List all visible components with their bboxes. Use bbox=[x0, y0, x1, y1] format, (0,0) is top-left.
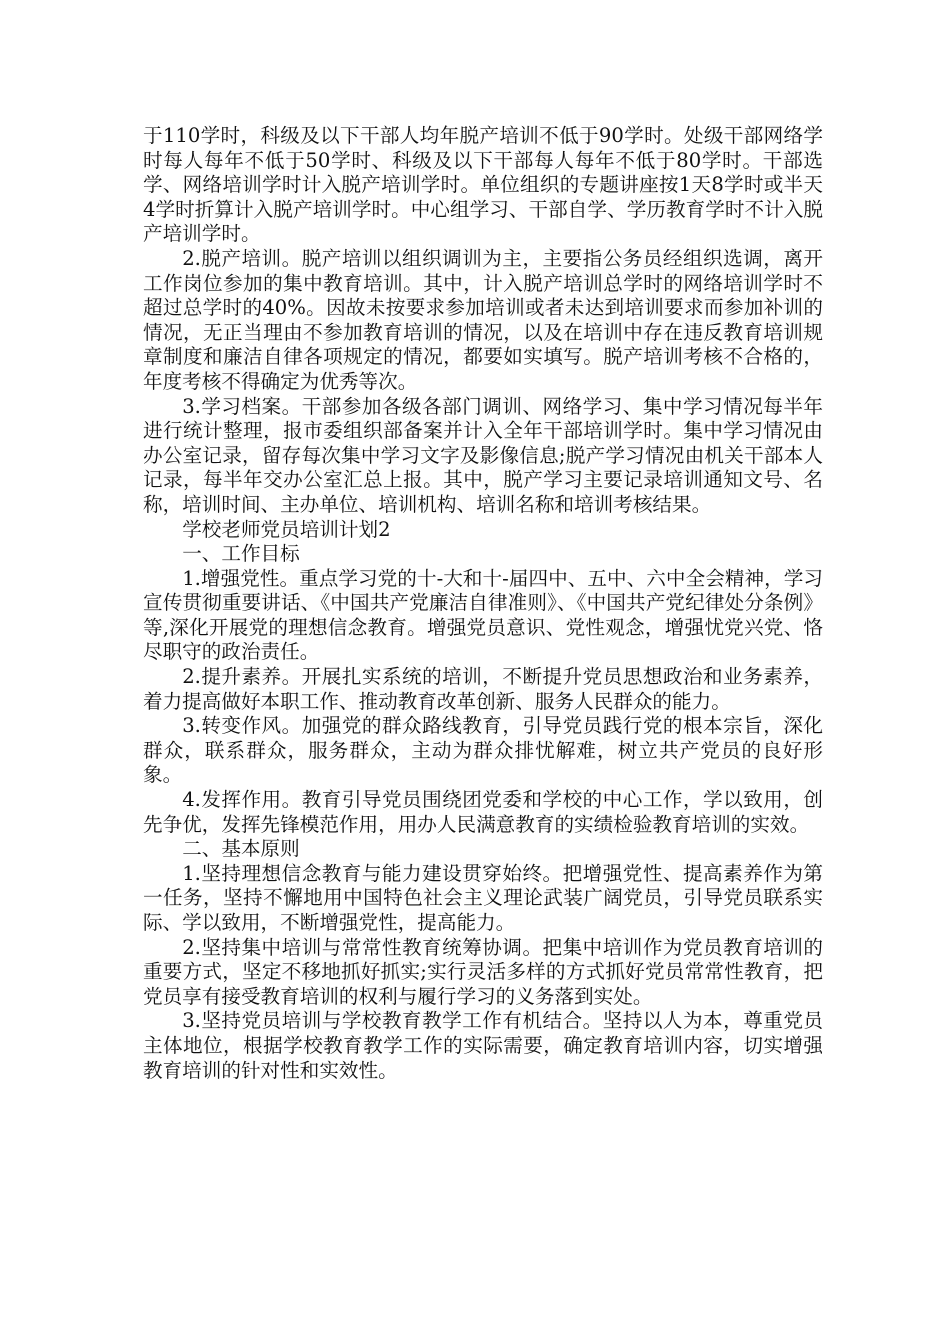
paragraph-principle-2: 2.坚持集中培训与常常性教育统筹协调。把集中培训作为党员教育培训的重要方式，坚定不移地抓好抓实;实行灵活多样的方式抓好党员常常性教育，把党员享有接受教育培训的权利与履行学习的义务落到实处。 bbox=[143, 935, 823, 1008]
paragraph-goal-2: 2.提升素养。开展扎实系统的培训，不断提升党员思想政治和业务素养，着力提高做好本职工作、推动教育改革创新、服务人民群众的能力。 bbox=[143, 665, 823, 713]
document-page bbox=[143, 124, 823, 1083]
heading-basic-principles: 二、基本原则 bbox=[182, 837, 300, 861]
paragraph-goal-3: 3.转变作风。加强党的群众路线教育，引导党员践行党的根本宗旨，深化群众，联系群众，服务群众，主动为群众排忧解难，树立共产党员的良好形象。 bbox=[143, 714, 823, 787]
paragraph-goal-4: 4.发挥作用。教育引导党员围绕团党委和学校的中心工作，学以致用，创先争优，发挥先锋模范作用，用办人民满意教育的实绩检验教育培训的实效。 bbox=[143, 788, 823, 836]
heading-work-goals: 一、工作目标 bbox=[182, 542, 300, 566]
paragraph-2: 2.脱产培训。脱产培训以组织调训为主，主要指公务员经组织选调，离开工作岗位参加的集中教育培训。其中，计入脱产培训总学时的网络培训学时不超过总学时的40%。因故未按要求参加培训或者未达到培训要求而参加补训的情况，无正当理由不参加教育培训的情况，以及在培训中存在违反教育培训规章制度和廉洁自律各项规定的情况，都要如实填写。脱产培训考核不合格的，年度考核不得确定为优秀等次。 bbox=[143, 246, 823, 393]
paragraph-goal-1: 1.增强党性。重点学习党的十-大和十-届四中、五中、六中全会精神，学习宣传贯彻重要讲话、《中国共产党廉洁自律准则》、《中国共产党纪律处分条例》等,深化开展党的理想信念教育。增强党员意识、党性观念，增强忧党兴党、恪尽职守的政治责任。 bbox=[143, 566, 823, 664]
paragraph-principle-3: 3.坚持党员培训与学校教育教学工作有机结合。坚持以人为本，尊重党员主体地位，根据学校教育教学工作的实际需要，确定教育培训内容，切实增强教育培训的针对性和实效性。 bbox=[143, 1009, 823, 1082]
paragraph-principle-1: 1.坚持理想信念教育与能力建设贯穿始终。把增强党性、提高素养作为第一任务，坚持不懈地用中国特色社会主义理论武装广阔党员，引导党员联系实际、学以致用，不断增强党性，提高能力。 bbox=[143, 861, 823, 934]
paragraph-1: 于110学时，科级及以下干部人均年脱产培训不低于90学时。处级干部网络学时每人每年不低于50学时、科级及以下干部每人每年不低于80学时。干部选学、网络培训学时计入脱产培训学时。单位组织的专题讲座按1天8学时或半天4学时折算计入脱产培训学时。中心组学习、干部自学、学历教育学时不计入脱产培训学时。 bbox=[143, 124, 823, 246]
paragraph-3: 3.学习档案。干部参加各级各部门调训、网络学习、集中学习情况每半年进行统计整理，报市委组织部备案并计入全年干部培训学时。集中学习情况由办公室记录，留存每次集中学习文字及影像信息;脱产学习情况由机关干部本人记录，每半年交办公室汇总上报。其中，脱产学习主要记录培训通知文号、名称，培训时间、主办单位、培训机构、培训名称和培训考核结果。 bbox=[143, 394, 823, 516]
section-title: 学校老师党员培训计划2 bbox=[182, 517, 391, 541]
